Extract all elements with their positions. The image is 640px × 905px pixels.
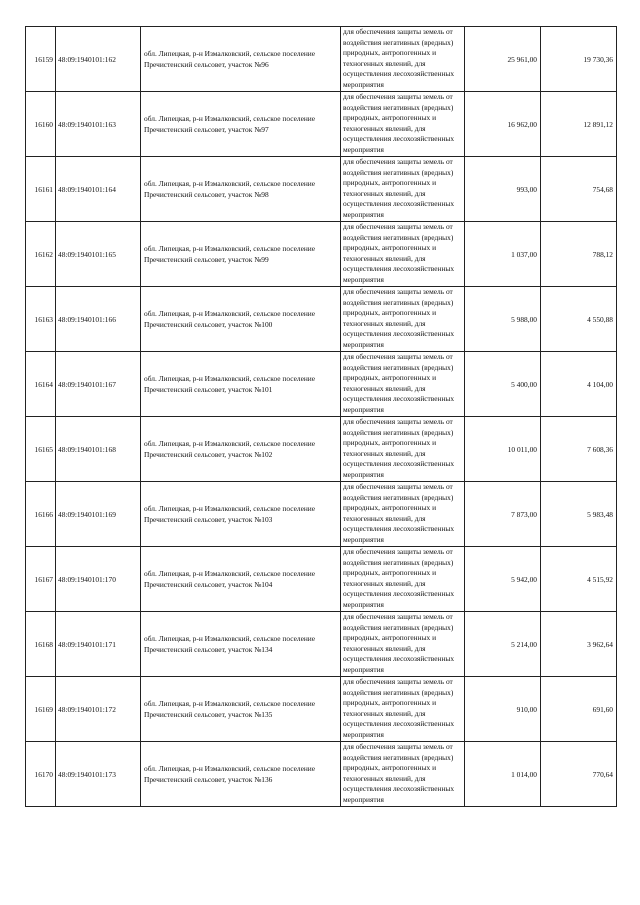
cadastral-value: 788,12 bbox=[541, 222, 617, 287]
table-row bbox=[26, 612, 617, 677]
record-number: 16166 bbox=[26, 482, 56, 547]
permitted-use-text: для обеспечения защиты земель от воздействия негативных (вредных) природных, антропогенных и техногенных явлений, для осуществления лесохозяйственных мероприятия bbox=[343, 352, 455, 414]
plot-address: обл. Липецкая, р-н Измалковский, сельское поселение Пречистенский сельсовет, участок №103 bbox=[141, 482, 341, 547]
permitted-use bbox=[341, 547, 465, 612]
table-body bbox=[26, 27, 617, 807]
plot-area: 5 942,00 bbox=[465, 547, 541, 612]
cadastral-number: 48:09:1940101:165 bbox=[56, 222, 141, 287]
permitted-use-text: для обеспечения защиты земель от воздействия негативных (вредных) природных, антропогенных и техногенных явлений, для осуществления лесохозяйственных мероприятия bbox=[343, 27, 455, 89]
record-number: 16163 bbox=[26, 287, 56, 352]
cadastral-number: 48:09:1940101:164 bbox=[56, 157, 141, 222]
permitted-use-text: для обеспечения защиты земель от воздействия негативных (вредных) природных, антропогенных и техногенных явлений, для осуществления лесохозяйственных мероприятия bbox=[343, 417, 455, 479]
table-row bbox=[26, 92, 617, 157]
permitted-use bbox=[341, 417, 465, 482]
cadastral-number: 48:09:1940101:166 bbox=[56, 287, 141, 352]
plot-address: обл. Липецкая, р-н Измалковский, сельское поселение Пречистенский сельсовет, участок №101 bbox=[141, 352, 341, 417]
plot-address: обл. Липецкая, р-н Измалковский, сельское поселение Пречистенский сельсовет, участок №96 bbox=[141, 27, 341, 92]
permitted-use-text: для обеспечения защиты земель от воздействия негативных (вредных) природных, антропогенных и техногенных явлений, для осуществления лесохозяйственных мероприятия bbox=[343, 482, 455, 544]
table-row bbox=[26, 742, 617, 807]
permitted-use-text: для обеспечения защиты земель от воздействия негативных (вредных) природных, антропогенных и техногенных явлений, для осуществления лесохозяйственных мероприятия bbox=[343, 612, 455, 674]
permitted-use bbox=[341, 27, 465, 92]
plot-area: 7 873,00 bbox=[465, 482, 541, 547]
cadastral-value: 5 983,48 bbox=[541, 482, 617, 547]
table-row bbox=[26, 287, 617, 352]
record-number: 16160 bbox=[26, 92, 56, 157]
plot-address: обл. Липецкая, р-н Измалковский, сельское поселение Пречистенский сельсовет, участок №104 bbox=[141, 547, 341, 612]
plot-area: 910,00 bbox=[465, 677, 541, 742]
permitted-use-text: для обеспечения защиты земель от воздействия негативных (вредных) природных, антропогенных и техногенных явлений, для осуществления лесохозяйственных мероприятия bbox=[343, 222, 455, 284]
permitted-use bbox=[341, 482, 465, 547]
record-number: 16161 bbox=[26, 157, 56, 222]
permitted-use bbox=[341, 612, 465, 677]
record-number: 16170 bbox=[26, 742, 56, 807]
permitted-use-text: для обеспечения защиты земель от воздействия негативных (вредных) природных, антропогенных и техногенных явлений, для осуществления лесохозяйственных мероприятия bbox=[343, 742, 455, 804]
record-number: 16165 bbox=[26, 417, 56, 482]
permitted-use bbox=[341, 352, 465, 417]
cadastral-value: 4 550,88 bbox=[541, 287, 617, 352]
permitted-use bbox=[341, 742, 465, 807]
plot-area: 1 037,00 bbox=[465, 222, 541, 287]
record-number: 16168 bbox=[26, 612, 56, 677]
plot-area: 5 988,00 bbox=[465, 287, 541, 352]
plot-address: обл. Липецкая, р-н Измалковский, сельское поселение Пречистенский сельсовет, участок №102 bbox=[141, 417, 341, 482]
plot-area: 1 014,00 bbox=[465, 742, 541, 807]
plot-area: 5 214,00 bbox=[465, 612, 541, 677]
plot-area: 5 400,00 bbox=[465, 352, 541, 417]
plot-area: 993,00 bbox=[465, 157, 541, 222]
plot-area: 16 962,00 bbox=[465, 92, 541, 157]
record-number: 16167 bbox=[26, 547, 56, 612]
plot-area: 25 961,00 bbox=[465, 27, 541, 92]
cadastral-number: 48:09:1940101:168 bbox=[56, 417, 141, 482]
plot-address: обл. Липецкая, р-н Измалковский, сельское поселение Пречистенский сельсовет, участок №136 bbox=[141, 742, 341, 807]
cadastral-number: 48:09:1940101:162 bbox=[56, 27, 141, 92]
permitted-use bbox=[341, 222, 465, 287]
cadastral-number: 48:09:1940101:172 bbox=[56, 677, 141, 742]
cadastral-number: 48:09:1940101:169 bbox=[56, 482, 141, 547]
table-row bbox=[26, 547, 617, 612]
cadastral-value: 12 891,12 bbox=[541, 92, 617, 157]
plot-address: обл. Липецкая, р-н Измалковский, сельское поселение Пречистенский сельсовет, участок №97 bbox=[141, 92, 341, 157]
land-plot-table-page bbox=[25, 26, 616, 807]
table-row bbox=[26, 417, 617, 482]
cadastral-value: 19 730,36 bbox=[541, 27, 617, 92]
land-plot-table bbox=[25, 26, 617, 807]
plot-area: 10 011,00 bbox=[465, 417, 541, 482]
table-row bbox=[26, 677, 617, 742]
cadastral-number: 48:09:1940101:171 bbox=[56, 612, 141, 677]
plot-address: обл. Липецкая, р-н Измалковский, сельское поселение Пречистенский сельсовет, участок №100 bbox=[141, 287, 341, 352]
record-number: 16164 bbox=[26, 352, 56, 417]
plot-address: обл. Липецкая, р-н Измалковский, сельское поселение Пречистенский сельсовет, участок №98 bbox=[141, 157, 341, 222]
table-row bbox=[26, 482, 617, 547]
record-number: 16169 bbox=[26, 677, 56, 742]
permitted-use-text: для обеспечения защиты земель от воздействия негативных (вредных) природных, антропогенных и техногенных явлений, для осуществления лесохозяйственных мероприятия bbox=[343, 92, 455, 154]
cadastral-value: 4 104,00 bbox=[541, 352, 617, 417]
permitted-use-text: для обеспечения защиты земель от воздействия негативных (вредных) природных, антропогенных и техногенных явлений, для осуществления лесохозяйственных мероприятия bbox=[343, 547, 455, 609]
cadastral-value: 691,60 bbox=[541, 677, 617, 742]
permitted-use bbox=[341, 92, 465, 157]
permitted-use bbox=[341, 157, 465, 222]
table-row bbox=[26, 352, 617, 417]
cadastral-value: 4 515,92 bbox=[541, 547, 617, 612]
cadastral-number: 48:09:1940101:173 bbox=[56, 742, 141, 807]
permitted-use bbox=[341, 677, 465, 742]
plot-address: обл. Липецкая, р-н Измалковский, сельское поселение Пречистенский сельсовет, участок №135 bbox=[141, 677, 341, 742]
permitted-use-text: для обеспечения защиты земель от воздействия негативных (вредных) природных, антропогенных и техногенных явлений, для осуществления лесохозяйственных мероприятия bbox=[343, 287, 455, 349]
cadastral-number: 48:09:1940101:170 bbox=[56, 547, 141, 612]
cadastral-value: 3 962,64 bbox=[541, 612, 617, 677]
record-number: 16159 bbox=[26, 27, 56, 92]
cadastral-value: 770,64 bbox=[541, 742, 617, 807]
plot-address: обл. Липецкая, р-н Измалковский, сельское поселение Пречистенский сельсовет, участок №99 bbox=[141, 222, 341, 287]
permitted-use-text: для обеспечения защиты земель от воздействия негативных (вредных) природных, антропогенных и техногенных явлений, для осуществления лесохозяйственных мероприятия bbox=[343, 157, 455, 219]
permitted-use bbox=[341, 287, 465, 352]
cadastral-number: 48:09:1940101:163 bbox=[56, 92, 141, 157]
plot-address: обл. Липецкая, р-н Измалковский, сельское поселение Пречистенский сельсовет, участок №134 bbox=[141, 612, 341, 677]
cadastral-value: 7 608,36 bbox=[541, 417, 617, 482]
table-row bbox=[26, 222, 617, 287]
cadastral-number: 48:09:1940101:167 bbox=[56, 352, 141, 417]
permitted-use-text: для обеспечения защиты земель от воздействия негативных (вредных) природных, антропогенных и техногенных явлений, для осуществления лесохозяйственных мероприятия bbox=[343, 677, 455, 739]
table-row bbox=[26, 157, 617, 222]
record-number: 16162 bbox=[26, 222, 56, 287]
cadastral-value: 754,68 bbox=[541, 157, 617, 222]
table-row bbox=[26, 27, 617, 92]
